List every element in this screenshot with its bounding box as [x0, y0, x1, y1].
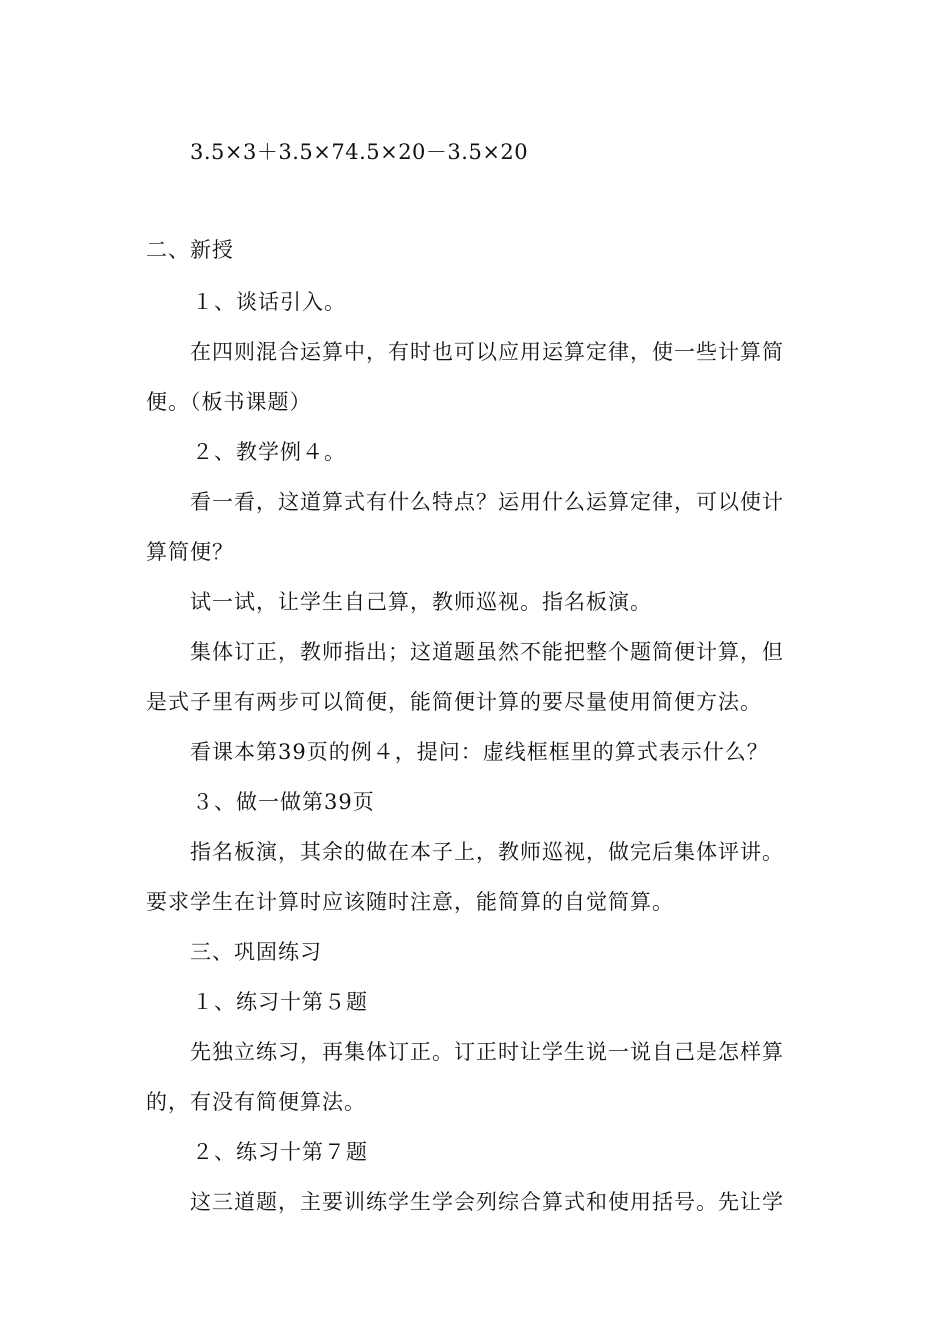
exercise1-text-line1: 先独立练习，再集体订正。订正时让学生说一说自己是怎样算 — [190, 1040, 784, 1064]
item2-text3-line1: 集体订正，教师指出；这道题虽然不能把整个题简便计算，但 — [190, 640, 784, 664]
item3-text-line1: 指名板演，其余的做在本子上，教师巡视，做完后集体评讲。 — [190, 840, 784, 864]
section-heading-new-lesson: 二、新授 — [146, 238, 234, 262]
item3-title: ３、做一做第39页 — [192, 790, 375, 814]
section-heading-practice: 三、巩固练习 — [190, 940, 322, 964]
exercise1-text-line2: 的，有没有简便算法。 — [146, 1090, 366, 1114]
exercise2-text-line1: 这三道题，主要训练学生学会列综合算式和使用括号。先让学 — [190, 1190, 784, 1214]
item1-text-line1: 在四则混合运算中，有时也可以应用运算定律，使一些计算简 — [190, 340, 784, 364]
item2-title: ２、教学例４。 — [192, 440, 346, 464]
formula-line: 3.5×3＋3.5×74.5×20－3.5×20 — [190, 140, 529, 164]
exercise2-title: ２、练习十第７题 — [192, 1140, 368, 1164]
item2-text4: 看课本第39页的例４，提问：虚线框框里的算式表示什么？ — [190, 740, 769, 764]
item2-text2: 试一试，让学生自己算，教师巡视。指名板演。 — [190, 590, 652, 614]
item2-text3-line2: 是式子里有两步可以简便，能简便计算的要尽量使用简便方法。 — [146, 690, 762, 714]
item3-text-line2: 要求学生在计算时应该随时注意，能简算的自觉简算。 — [146, 890, 674, 914]
item2-text1-line2: 算简便？ — [146, 540, 234, 564]
item2-text1-line1: 看一看，这道算式有什么特点？运用什么运算定律，可以使计 — [190, 490, 784, 514]
exercise1-title: １、练习十第５题 — [192, 990, 368, 1014]
item1-title: １、谈话引入。 — [192, 290, 346, 314]
item1-text-line2: 便。（板书课题） — [146, 390, 312, 414]
